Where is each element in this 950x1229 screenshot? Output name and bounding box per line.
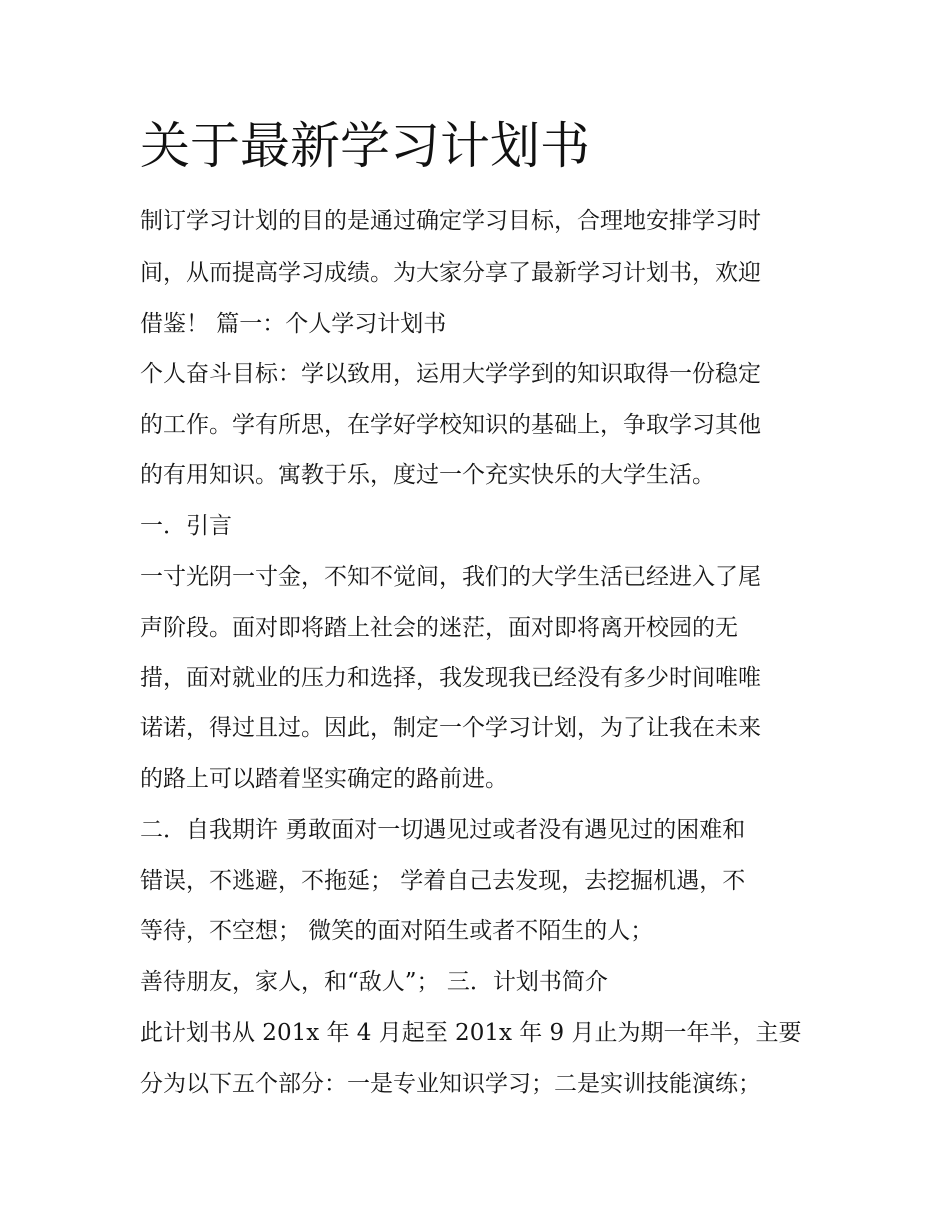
paragraph-line: 分为以下五个部分：一是专业知识学习；二是实训技能演练； <box>140 1071 761 1097</box>
paragraph-line: 的有用知识。寓教于乐，度过一个充实快乐的大学生活。 <box>140 462 715 488</box>
paragraph-line: 的工作。学有所思，在学好学校知识的基础上，争取学习其他 <box>140 412 761 438</box>
paragraph-line: 措，面对就业的压力和选择，我发现我已经没有多少时间唯唯 <box>140 665 761 691</box>
paragraph-line: 二．自我期许 勇敢面对一切遇见过或者没有遇见过的困难和 <box>140 817 746 843</box>
document-title: 关于最新学习计划书 <box>140 117 590 175</box>
paragraph-line: 善待朋友，家人，和“敌人”； 三．计划书简介 <box>140 969 608 995</box>
paragraph-line: 此计划书从 201x 年 4 月起至 201x 年 9 月止为期一年半，主要 <box>140 1020 802 1046</box>
paragraph-line: 的路上可以踏着坚实确定的路前进。 <box>140 766 508 792</box>
paragraph-line: 间，从而提高学习成绩。为大家分享了最新学习计划书，欢迎 <box>140 260 761 286</box>
paragraph-line: 声阶段。面对即将踏上社会的迷茫，面对即将离开校园的无 <box>140 615 738 641</box>
paragraph-line: 错误，不逃避，不拖延； 学着自己去发现，去挖掘机遇，不 <box>140 868 746 894</box>
paragraph-line: 等待，不空想； 微笑的面对陌生或者不陌生的人； <box>140 918 654 944</box>
paragraph-line: 诺诺，得过且过。因此，制定一个学习计划，为了让我在未来 <box>140 715 761 741</box>
section-heading: 一．引言 <box>140 513 232 539</box>
paragraph-line: 个人奋斗目标：学以致用，运用大学学到的知识取得一份稳定 <box>140 361 761 387</box>
paragraph-line: 借鉴！ 篇一：个人学习计划书 <box>140 311 447 337</box>
paragraph-line: 一寸光阴一寸金，不知不觉间，我们的大学生活已经进入了尾 <box>140 564 761 590</box>
paragraph-line: 制订学习计划的目的是通过确定学习目标，合理地安排学习时 <box>140 208 761 234</box>
